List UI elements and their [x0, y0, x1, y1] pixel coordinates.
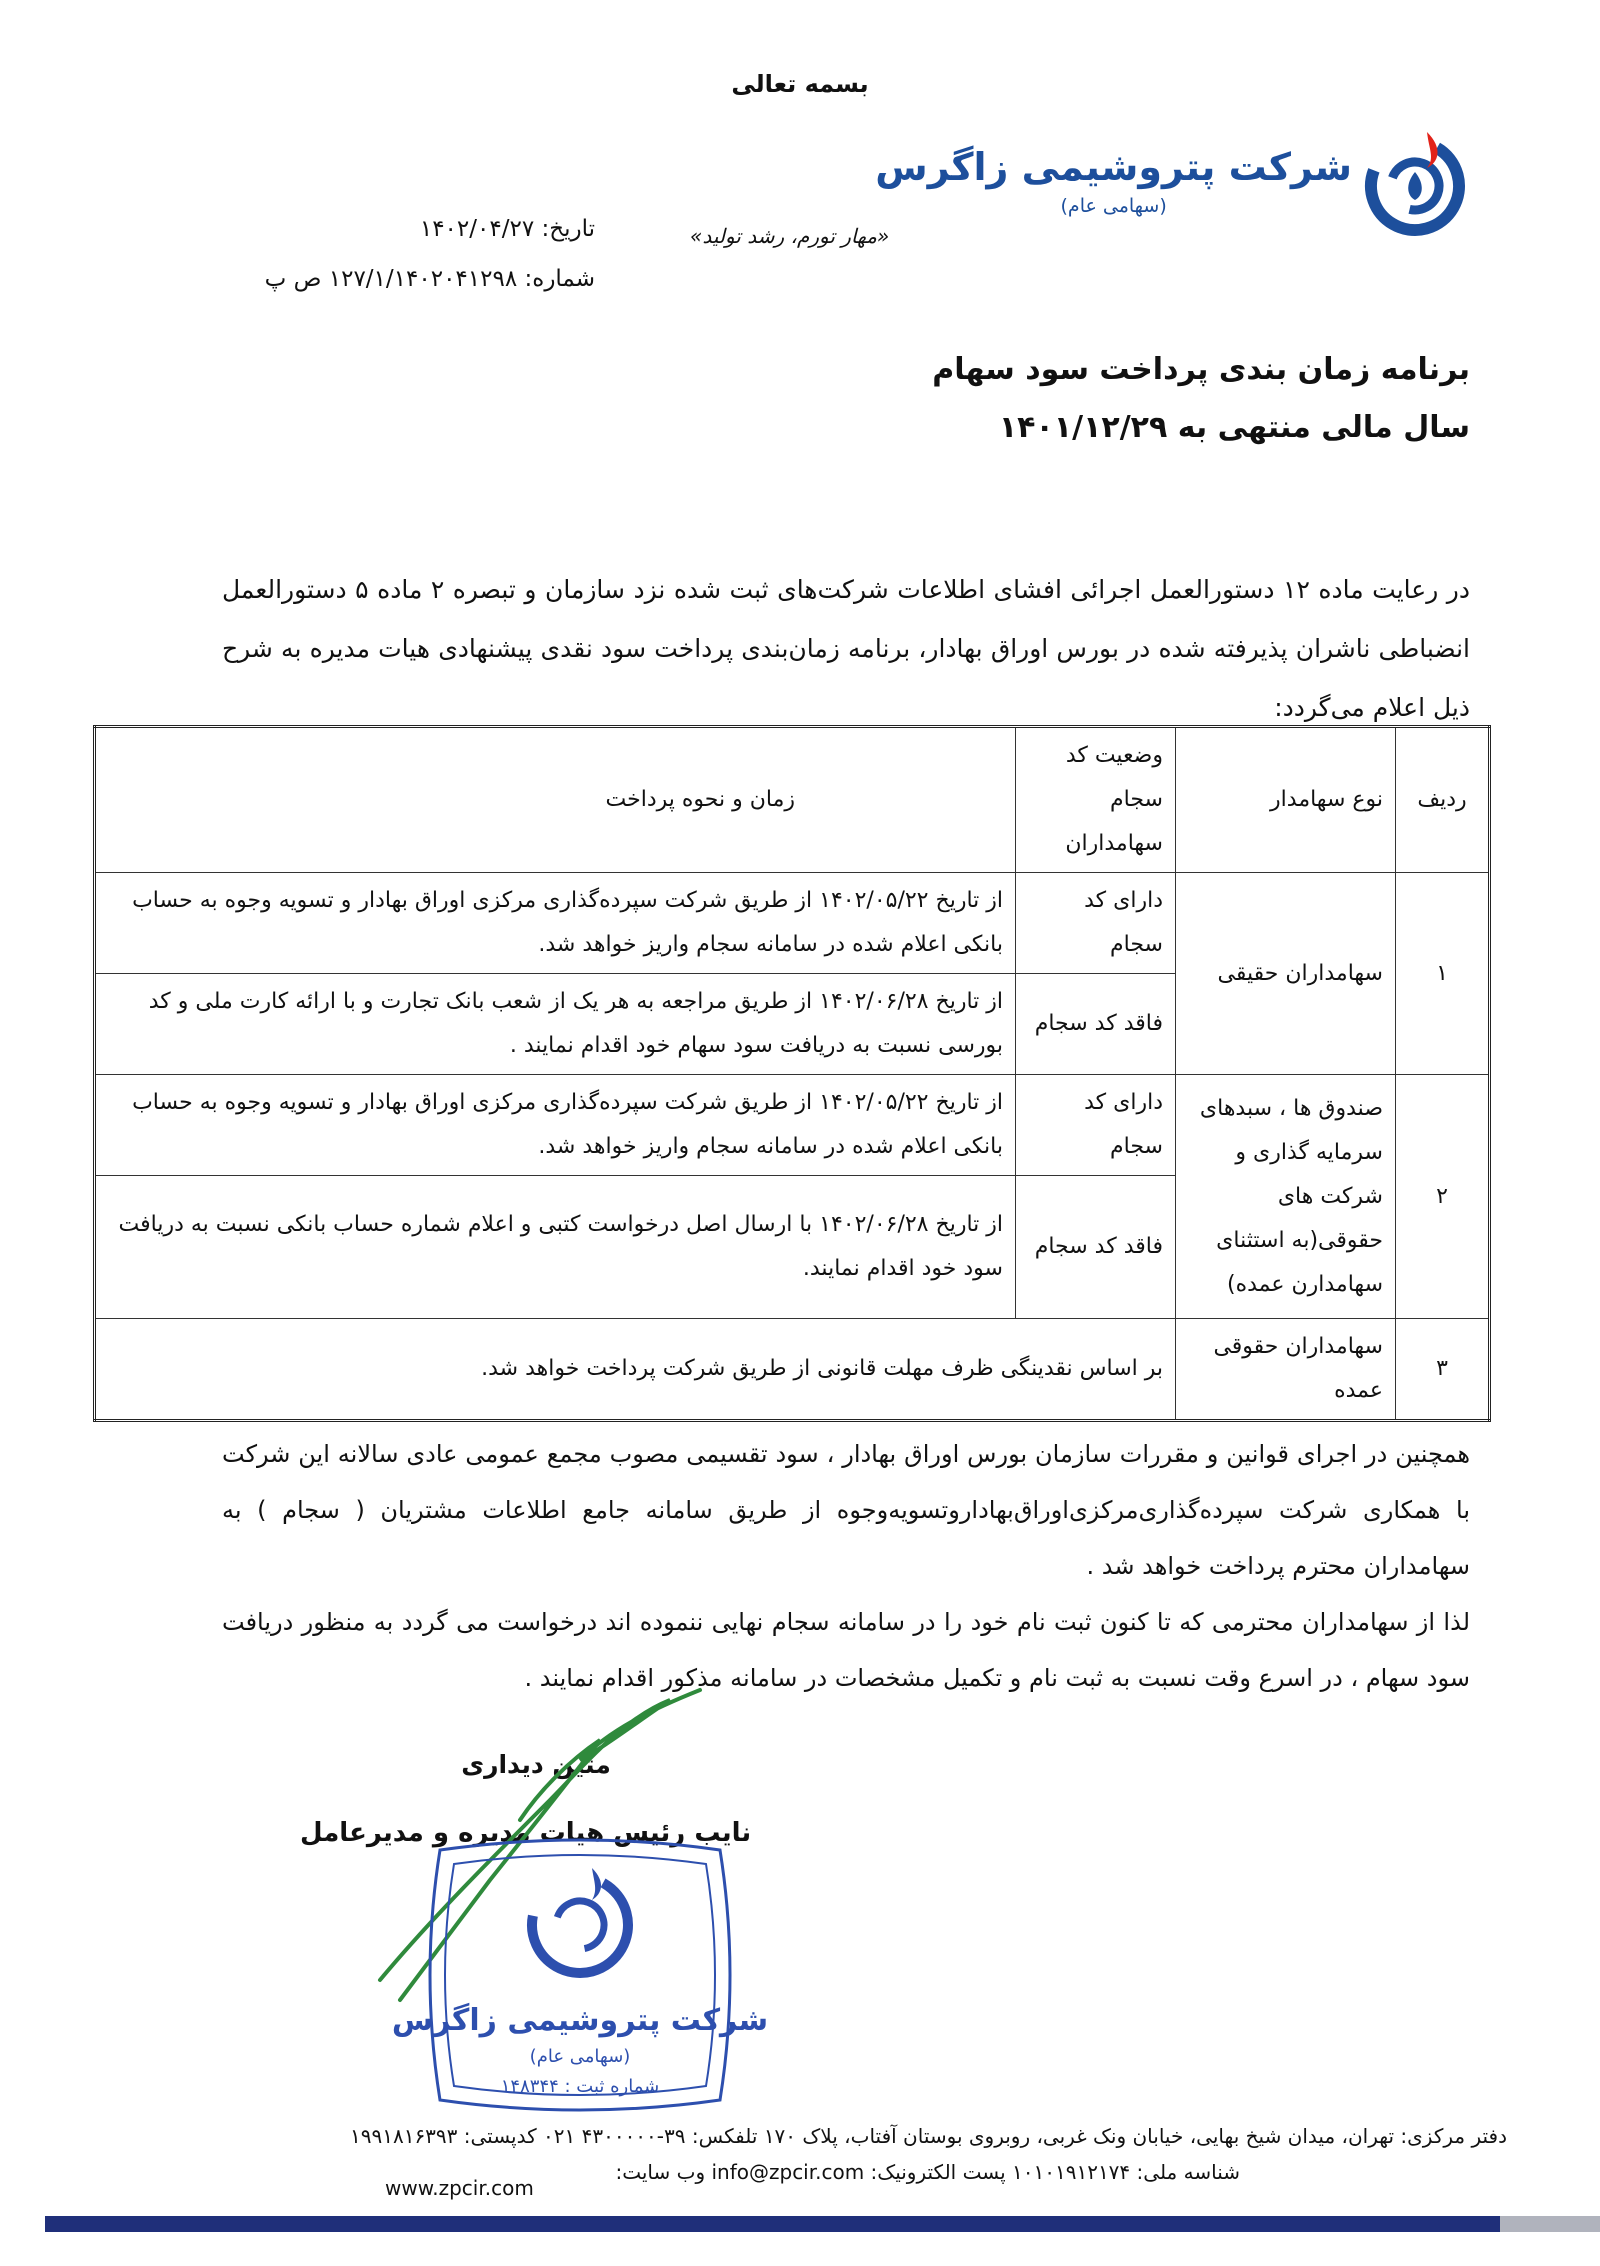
shareholder-type: سهامداران حقوقی عمده: [1176, 1319, 1396, 1421]
letter-meta: [225, 204, 595, 304]
row-number: ۳: [1396, 1319, 1490, 1421]
header-sejam-status: وضعیت کد سجام سهامداران: [1016, 727, 1176, 873]
company-logo-icon: [1355, 122, 1475, 242]
stamp-company: شرکت پتروشیمی زاگرس: [391, 2003, 769, 2038]
letter-date: تاریخ: ۱۴۰۲/۰۴/۲۷: [419, 216, 595, 242]
payment-details: بر اساس نقدینگی ظرف مهلت قانونی از طریق شرکت پرداخت خواهد شد.: [95, 1319, 1176, 1421]
header-payment: زمان و نحوه پرداخت: [95, 727, 1016, 873]
footer-bar-grey: [1500, 2216, 1600, 2232]
company-name: شرکت پتروشیمی زاگرس: [875, 145, 1352, 189]
table-row: [95, 873, 1490, 974]
sejam-status: دارای کد سجام: [1016, 1075, 1176, 1176]
payment-details: از تاریخ ۱۴۰۲/۰۶/۲۸ از طریق مراجعه به هر یک از شعب بانک تجارت و با ارائه کارت ملی و کد بورسی نسبت به دریافت سود سهام خود اقدام نمایند .: [95, 974, 1016, 1075]
shareholder-type: صندوق ها ، سبدهای سرمایه گذاری و شرکت های حقوقی(به استثنای سهامدارن عمده): [1176, 1075, 1396, 1319]
header-row-number: ردیف: [1396, 727, 1490, 873]
shareholder-type: سهامداران حقیقی: [1176, 873, 1396, 1075]
sejam-status: فاقد کد سجام: [1016, 974, 1176, 1075]
row-number: ۱: [1396, 873, 1490, 1075]
sejam-status: دارای کد سجام: [1016, 873, 1176, 974]
company-stamp: [391, 1830, 769, 2120]
payment-details: از تاریخ ۱۴۰۲/۰۵/۲۲ از طریق شرکت سپرده‌گذاری مرکزی اوراق بهادار و تسویه وجوه به حساب بانکی اعلام شده در سامانه سجام واریز خواهد شد.: [95, 1075, 1016, 1176]
footer-website[interactable]: www.zpcir.com: [385, 2176, 534, 2200]
body-paragraph: لذا از سهامداران محترمی که تا کنون ثبت نام خود را در سامانه سجام نهایی ننموده اند درخواست می گردد به منظور دریافت سود سهام ، در اسرع وقت نسبت به ثبت نام و تکمیل مشخصات در سامانه مذکور اقدام نمایند .: [222, 1608, 1470, 1692]
company-header: [875, 145, 1352, 217]
document-title: برنامه زمان بندی پرداخت سود سهام: [932, 352, 1470, 387]
intro-paragraph: در رعایت ماده ۱۲ دستورالعمل اجرائی افشای اطلاعات شرکت‌های ثبت شده نزد سازمان و تبصره ۲ ماده ۵ دستورالعمل انضباطی ناشران پذیرفته شده در بورس اوراق بهادار، برنامه زمان‌بندی پرداخت سود نقدی پیشنهادی هیات مدیره به شرح ذیل اعلام می‌گردد:: [222, 575, 1470, 722]
signatory-title: نایب رئیس هیات مدیره و مدیرعامل: [300, 1818, 752, 1848]
payment-schedule-table: [93, 725, 1491, 1422]
payment-details: از تاریخ ۱۴۰۲/۰۵/۲۲ از طریق شرکت سپرده‌گذاری مرکزی اوراق بهادار و تسویه وجوه به حساب بانکی اعلام شده در سامانه سجام واریز خواهد شد.: [95, 873, 1016, 974]
body-paragraph: همچنین در اجرای قوانین و مقررات سازمان بورس اوراق بهادار ، سود تقسیمی مصوب مجمع عمومی عادی سالانه این شرکت با همکاری شرکت سپرده‌گذاری‌مرکزی‌اوراق‌بهادارو‌تسویه‌وجوه از طریق سامانه جامع اطلاعات مشتریان ( سجام ) به سهامداران محترم پرداخت خواهد شد .: [222, 1440, 1470, 1580]
footer-address: دفتر مرکزی: تهران، میدان شیخ بهایی، خیابان ونک غربی، روبروی بوستان آفتاب، پلاک ۱۷۰ تلفکس: ۳۹-۴۳۰۰۰۰۰ ۰۲۱ کدپستی: ۱۹۹۱۸۱۶۳۹۳: [349, 2124, 1507, 2148]
bismillah: بسمه تعالی: [731, 70, 869, 98]
sejam-status: فاقد کد سجام: [1016, 1176, 1176, 1319]
header-shareholder-type: نوع سهامدار: [1176, 727, 1396, 873]
footer-ids: شناسه ملی: ۱۰۱۰۱۹۱۲۱۷۴ پست الکترونیک: info@zpcir.com وب سایت:: [615, 2160, 1240, 2184]
table-row: [95, 1075, 1490, 1176]
letter-number: شماره: ۱۲۷/۱/۱۴۰۲۰۴۱۲۹۸ ص پ: [264, 266, 595, 292]
row-number: ۲: [1396, 1075, 1490, 1319]
signatory-name: متین دیداری: [461, 1750, 611, 1779]
footer-bar-blue: [45, 2216, 1600, 2232]
payment-details: از تاریخ ۱۴۰۲/۰۶/۲۸ با ارسال اصل درخواست کتبی و اعلام شماره حساب بانکی نسبت به دریافت سود خود اقدام نمایند.: [95, 1176, 1016, 1319]
footer-bar: [0, 2216, 1600, 2232]
stamp-type: (سهامی عام): [529, 2046, 631, 2067]
company-type: (سهامی عام): [1060, 195, 1167, 217]
slogan: «مهار تورم، رشد تولید»: [690, 224, 890, 248]
table-row: [95, 1319, 1490, 1421]
body-text: [222, 1426, 1470, 1706]
stamp-registration: شماره ثبت : ۱۴۸۳۴۴: [500, 2076, 660, 2097]
table-header-row: [95, 727, 1490, 873]
document-subtitle: سال مالی منتهی به ۱۴۰۱/۱۲/۲۹: [998, 410, 1470, 445]
